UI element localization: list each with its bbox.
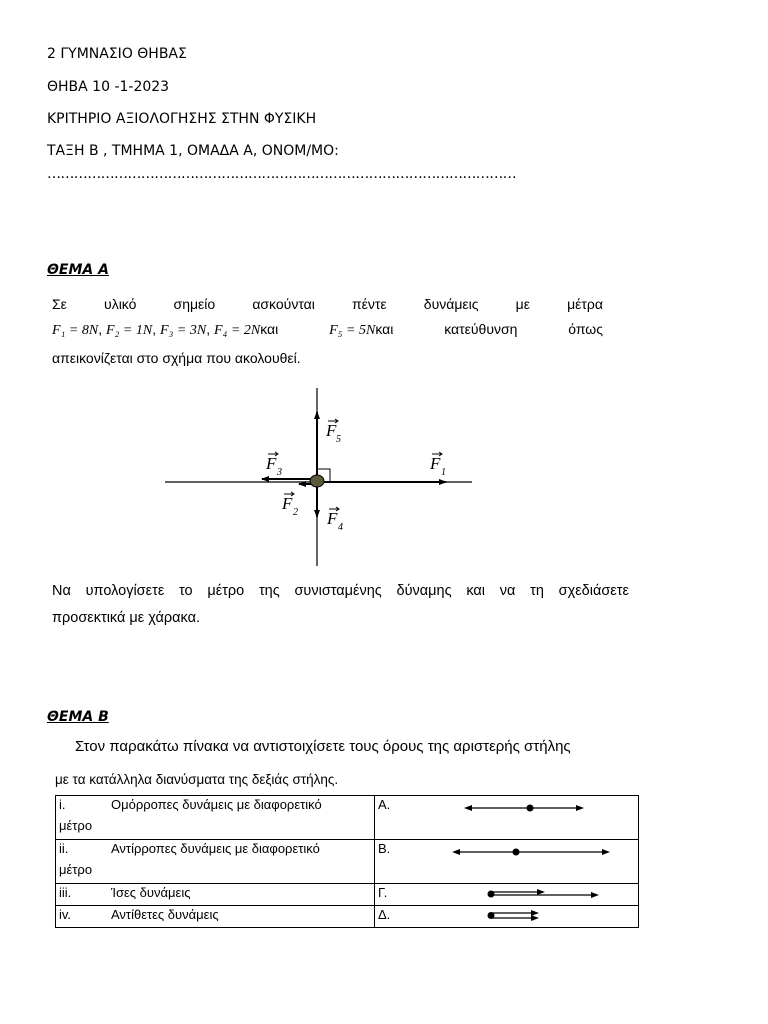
table-row bbox=[56, 906, 639, 928]
force-f3-value: F₃ = 3N bbox=[160, 323, 207, 338]
force-f5-value: F₅ = 5N bbox=[329, 323, 376, 338]
force-f4-value: F₄ = 2N bbox=[214, 323, 261, 338]
test-title: ΚΡΙΤΗΡΙΟ ΑΞΙΟΛΟΓΗΣΗΣ ΣΤΗΝ ΦΥΣΙΚΗ bbox=[47, 111, 317, 127]
svg-text:F: F bbox=[282, 494, 293, 513]
word-kai: και bbox=[375, 321, 394, 337]
word: με bbox=[515, 296, 530, 312]
theme-b-intro-line2: με τα κατάλληλα διανύσματα της δεξιάς στήλης. bbox=[55, 772, 339, 787]
word: μέτρα bbox=[567, 296, 603, 312]
svg-text:F: F bbox=[326, 421, 337, 440]
label-f2 bbox=[281, 492, 298, 518]
table-row bbox=[56, 840, 639, 884]
svg-text:3: 3 bbox=[277, 467, 282, 478]
word-kai: και bbox=[260, 321, 279, 337]
vector-cell: Α. bbox=[375, 796, 639, 840]
word: πέντε bbox=[351, 296, 387, 312]
svg-text:5: 5 bbox=[336, 434, 341, 445]
term-cell: i. Ομόρροπες δυνάμεις με διαφορετικό μέτρο bbox=[56, 796, 375, 840]
word: ασκούνται bbox=[252, 296, 315, 312]
word: σημείο bbox=[173, 296, 216, 312]
vector-pair-c bbox=[485, 886, 615, 902]
term-cell: iii. Ίσες δυνάμεις bbox=[56, 884, 375, 906]
theme-a-line2: F₁ = 8N, F₂ = 1N, F₃ = 3N, F₄ = 2Nκαι F₅ = 5Nκαι κατεύθυνση όπως bbox=[52, 321, 603, 338]
label-f4 bbox=[326, 507, 343, 533]
svg-text:4: 4 bbox=[338, 522, 343, 533]
svg-text:2: 2 bbox=[293, 507, 298, 518]
theme-b-heading: ΘΕΜΑ Β bbox=[47, 709, 109, 725]
label-f5 bbox=[325, 419, 341, 445]
word: υλικό bbox=[104, 296, 137, 312]
force-f1-value: F₁ = 8N bbox=[52, 323, 99, 338]
vector-cell: Γ. bbox=[375, 884, 639, 906]
matching-table bbox=[55, 795, 639, 928]
theme-a-line1 bbox=[52, 296, 603, 312]
class-line: ΤΑΞΗ Β , ΤΜΗΜΑ 1, ΟΜΑΔΑ Α, ΟΝΟΜ/ΜΟ: bbox=[47, 143, 339, 159]
table-row bbox=[56, 884, 639, 906]
theme-b-intro-line1: Στον παρακάτω πίνακα να αντιστοιχίσετε τους όρους της αριστερής στήλης bbox=[75, 738, 571, 755]
table-row bbox=[56, 796, 639, 840]
svg-text:F: F bbox=[430, 454, 441, 473]
svg-text:1: 1 bbox=[441, 467, 446, 478]
theme-a-heading: ΘΕΜΑ Α bbox=[47, 262, 109, 278]
svg-text:F: F bbox=[266, 454, 277, 473]
right-angle-mark bbox=[317, 469, 330, 482]
svg-text:F: F bbox=[327, 509, 338, 528]
vector-cell: Β. bbox=[375, 840, 639, 884]
term-cell: iv. Αντίθετες δυνάμεις bbox=[56, 906, 375, 928]
word: δυνάμεις bbox=[423, 296, 479, 312]
word-direction: κατεύθυνση bbox=[444, 321, 518, 337]
name-dotted-line: …………………………………………………………………………………………… bbox=[47, 166, 517, 182]
term-cell: ii. Αντίρροπες δυνάμεις με διαφορετικό μέτρο bbox=[56, 840, 375, 884]
vector-pair-d bbox=[485, 908, 565, 924]
label-f1 bbox=[429, 452, 446, 478]
word-opos: όπως bbox=[568, 321, 603, 337]
material-point bbox=[310, 475, 324, 487]
vector-pair-a bbox=[460, 800, 610, 816]
theme-a-question-line2: προσεκτικά με χάρακα. bbox=[52, 610, 200, 626]
vector-pair-b bbox=[448, 844, 618, 860]
school-name: 2 ΓΥΜΝΑΣΙΟ ΘΗΒΑΣ bbox=[47, 46, 187, 62]
word: Σε bbox=[52, 296, 67, 312]
label-f3 bbox=[265, 452, 282, 478]
date-line: ΘΗΒΑ 10 -1-2023 bbox=[47, 79, 170, 95]
vector-cell: Δ. bbox=[375, 906, 639, 928]
force-f2-value: F₂ = 1N bbox=[106, 323, 153, 338]
theme-a-question-line1: Να υπολογίσετε το μέτρο της συνισταμένης δύναμης και να τη σχεδιάσετε bbox=[52, 583, 629, 599]
theme-a-line3: απεικονίζεται στο σχήμα που ακολουθεί. bbox=[52, 350, 301, 366]
